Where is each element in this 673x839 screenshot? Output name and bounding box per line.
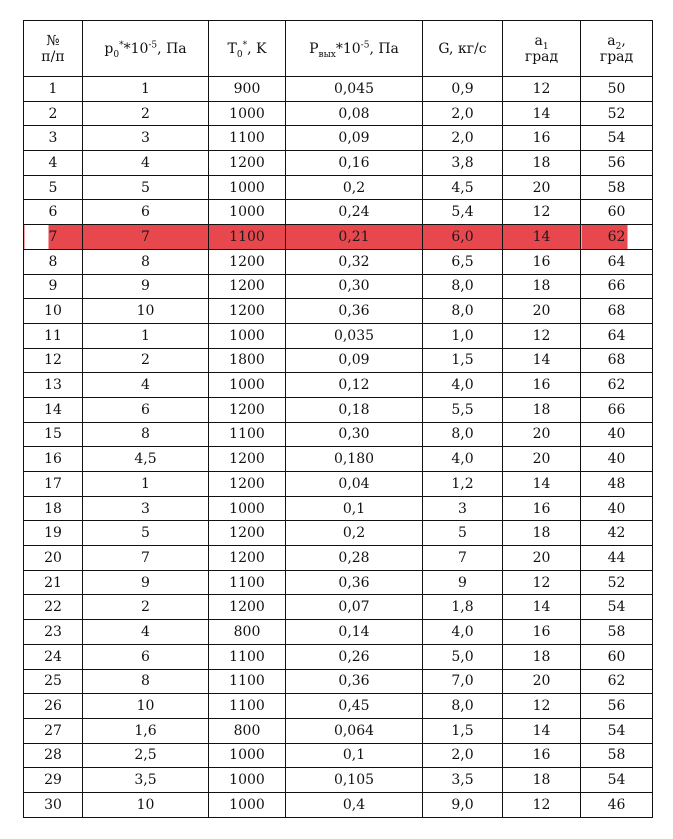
cell-g: 4,5 <box>423 175 503 200</box>
cell-number: 2 <box>24 101 83 126</box>
header-pout-sub: вых <box>318 49 336 60</box>
header-a1-symbol-line <box>503 32 580 52</box>
cell-a2: 58 <box>581 620 653 645</box>
cell-p0: 3 <box>83 496 209 521</box>
table-row <box>24 792 653 817</box>
cell-t0: 1800 <box>209 348 286 373</box>
table-row <box>24 151 653 176</box>
table-row <box>24 274 653 299</box>
cell-a2: 50 <box>581 77 653 102</box>
variants-table-container <box>23 20 653 818</box>
cell-number: 8 <box>24 249 83 274</box>
table-row <box>24 299 653 324</box>
cell-pout: 0,04 <box>286 472 423 497</box>
cell-number: 14 <box>24 397 83 422</box>
cell-a1: 14 <box>503 595 581 620</box>
cell-a2: 40 <box>581 422 653 447</box>
cell-number: 6 <box>24 200 83 225</box>
cell-a1: 14 <box>503 225 581 250</box>
header-a1-main: a <box>534 32 543 49</box>
table-row <box>24 570 653 595</box>
cell-t0: 1200 <box>209 274 286 299</box>
cell-pout: 0,36 <box>286 299 423 324</box>
cell-t0: 1000 <box>209 496 286 521</box>
cell-number: 7 <box>24 225 83 250</box>
cell-a2: 52 <box>581 101 653 126</box>
cell-a1: 16 <box>503 373 581 398</box>
header-t0-sub: 0 <box>236 49 243 60</box>
cell-p0: 1 <box>83 323 209 348</box>
cell-a2: 66 <box>581 397 653 422</box>
cell-p0: 8 <box>83 669 209 694</box>
table-row <box>24 397 653 422</box>
cell-pout: 0,24 <box>286 200 423 225</box>
cell-t0: 1100 <box>209 669 286 694</box>
cell-pout: 0,30 <box>286 422 423 447</box>
cell-a2: 40 <box>581 496 653 521</box>
cell-p0: 7 <box>83 546 209 571</box>
cell-a1: 12 <box>503 200 581 225</box>
cell-a1: 20 <box>503 546 581 571</box>
cell-g: 2,0 <box>423 743 503 768</box>
cell-number: 4 <box>24 151 83 176</box>
header-t0 <box>209 21 286 77</box>
cell-p0: 6 <box>83 397 209 422</box>
cell-pout: 0,45 <box>286 694 423 719</box>
cell-a1: 18 <box>503 274 581 299</box>
cell-g: 9 <box>423 570 503 595</box>
cell-pout: 0,21 <box>286 225 423 250</box>
header-a2-main: a <box>607 32 616 49</box>
table-row <box>24 472 653 497</box>
header-row <box>24 21 653 77</box>
table-body <box>24 77 653 818</box>
header-pout-unit: , Па <box>369 40 399 57</box>
cell-g: 4,0 <box>423 620 503 645</box>
cell-a1: 18 <box>503 397 581 422</box>
table-row <box>24 77 653 102</box>
cell-pout: 0,30 <box>286 274 423 299</box>
cell-a1: 20 <box>503 299 581 324</box>
cell-number: 20 <box>24 546 83 571</box>
cell-a1: 14 <box>503 472 581 497</box>
cell-g: 4,0 <box>423 447 503 472</box>
table-row <box>24 126 653 151</box>
cell-a2: 68 <box>581 299 653 324</box>
cell-number: 1 <box>24 77 83 102</box>
cell-number: 22 <box>24 595 83 620</box>
cell-p0: 7 <box>83 225 209 250</box>
cell-a2: 52 <box>581 570 653 595</box>
cell-p0: 6 <box>83 644 209 669</box>
cell-t0: 1000 <box>209 175 286 200</box>
cell-p0: 4 <box>83 620 209 645</box>
header-a2 <box>581 21 653 77</box>
cell-g: 4,0 <box>423 373 503 398</box>
header-t0-main: T <box>227 40 237 57</box>
table-row <box>24 620 653 645</box>
cell-t0: 1000 <box>209 323 286 348</box>
cell-number: 18 <box>24 496 83 521</box>
table-row <box>24 101 653 126</box>
cell-g: 8,0 <box>423 694 503 719</box>
cell-pout: 0,4 <box>286 792 423 817</box>
cell-a2: 58 <box>581 743 653 768</box>
header-number <box>24 21 83 77</box>
cell-g: 1,5 <box>423 718 503 743</box>
cell-number: 3 <box>24 126 83 151</box>
cell-number: 11 <box>24 323 83 348</box>
cell-g: 7,0 <box>423 669 503 694</box>
header-a2-comma: , <box>621 32 626 49</box>
cell-a2: 56 <box>581 151 653 176</box>
cell-a1: 16 <box>503 743 581 768</box>
table-row <box>24 447 653 472</box>
cell-a2: 46 <box>581 792 653 817</box>
cell-g: 0,9 <box>423 77 503 102</box>
table-row <box>24 348 653 373</box>
cell-t0: 1000 <box>209 768 286 793</box>
table-row <box>24 595 653 620</box>
cell-a1: 12 <box>503 694 581 719</box>
cell-t0: 1000 <box>209 792 286 817</box>
cell-g: 5,5 <box>423 397 503 422</box>
cell-t0: 1200 <box>209 595 286 620</box>
cell-g: 1,0 <box>423 323 503 348</box>
cell-g: 2,0 <box>423 101 503 126</box>
header-a2-symbol-line <box>581 32 652 52</box>
cell-g: 1,8 <box>423 595 503 620</box>
header-pout-exp: -5 <box>360 39 370 50</box>
cell-p0: 2 <box>83 595 209 620</box>
cell-p0: 3,5 <box>83 768 209 793</box>
cell-a2: 64 <box>581 323 653 348</box>
cell-p0: 10 <box>83 694 209 719</box>
table-row-highlighted <box>24 225 653 250</box>
cell-a2: 60 <box>581 644 653 669</box>
header-g-label: G, кг/с <box>438 40 487 57</box>
cell-a1: 20 <box>503 175 581 200</box>
cell-t0: 1200 <box>209 521 286 546</box>
cell-a2: 44 <box>581 546 653 571</box>
cell-g: 8,0 <box>423 422 503 447</box>
cell-pout: 0,07 <box>286 595 423 620</box>
table-row <box>24 694 653 719</box>
cell-t0: 1000 <box>209 373 286 398</box>
cell-p0: 5 <box>83 521 209 546</box>
header-p0 <box>83 21 209 77</box>
cell-pout: 0,08 <box>286 101 423 126</box>
cell-pout: 0,105 <box>286 768 423 793</box>
cell-number: 26 <box>24 694 83 719</box>
cell-g: 5 <box>423 521 503 546</box>
cell-pout: 0,18 <box>286 397 423 422</box>
table-row <box>24 496 653 521</box>
table-header <box>24 21 653 77</box>
cell-t0: 1100 <box>209 570 286 595</box>
header-a2-sub: 2 <box>615 41 622 52</box>
header-a2-unit: град <box>599 48 634 65</box>
cell-number: 15 <box>24 422 83 447</box>
cell-g: 3,5 <box>423 768 503 793</box>
cell-t0: 1000 <box>209 101 286 126</box>
header-a1-sub: 1 <box>542 41 549 52</box>
table-row <box>24 521 653 546</box>
variants-table <box>23 20 653 818</box>
cell-p0: 3 <box>83 126 209 151</box>
cell-p0: 10 <box>83 299 209 324</box>
cell-p0: 2 <box>83 348 209 373</box>
cell-g: 6,0 <box>423 225 503 250</box>
table-row <box>24 249 653 274</box>
cell-a1: 14 <box>503 101 581 126</box>
table-row <box>24 200 653 225</box>
cell-p0: 8 <box>83 422 209 447</box>
cell-p0: 2 <box>83 101 209 126</box>
cell-pout: 0,14 <box>286 620 423 645</box>
table-row <box>24 669 653 694</box>
cell-a1: 18 <box>503 644 581 669</box>
cell-a2: 56 <box>581 694 653 719</box>
cell-number: 5 <box>24 175 83 200</box>
cell-a2: 54 <box>581 595 653 620</box>
cell-pout: 0,26 <box>286 644 423 669</box>
table-row <box>24 323 653 348</box>
table-row <box>24 175 653 200</box>
cell-a1: 18 <box>503 521 581 546</box>
cell-g: 3,8 <box>423 151 503 176</box>
cell-p0: 5 <box>83 175 209 200</box>
cell-number: 23 <box>24 620 83 645</box>
cell-g: 1,2 <box>423 472 503 497</box>
cell-p0: 6 <box>83 200 209 225</box>
cell-number: 10 <box>24 299 83 324</box>
cell-p0: 1,6 <box>83 718 209 743</box>
header-t0-unit: , K <box>247 40 267 57</box>
cell-p0: 4 <box>83 151 209 176</box>
cell-number: 13 <box>24 373 83 398</box>
cell-pout: 0,36 <box>286 570 423 595</box>
cell-a2: 40 <box>581 447 653 472</box>
cell-g: 5,4 <box>423 200 503 225</box>
cell-a2: 54 <box>581 718 653 743</box>
table-row <box>24 768 653 793</box>
cell-g: 9,0 <box>423 792 503 817</box>
cell-a1: 14 <box>503 718 581 743</box>
header-a1 <box>503 21 581 77</box>
cell-a1: 16 <box>503 620 581 645</box>
cell-p0: 4 <box>83 373 209 398</box>
header-p0-sub: 0 <box>113 49 120 60</box>
cell-pout: 0,035 <box>286 323 423 348</box>
table-row <box>24 644 653 669</box>
cell-a2: 62 <box>581 373 653 398</box>
cell-t0: 1100 <box>209 126 286 151</box>
header-pout <box>286 21 423 77</box>
cell-t0: 1000 <box>209 743 286 768</box>
cell-t0: 1100 <box>209 225 286 250</box>
cell-pout: 0,1 <box>286 743 423 768</box>
table-row <box>24 546 653 571</box>
cell-a1: 12 <box>503 323 581 348</box>
cell-pout: 0,180 <box>286 447 423 472</box>
cell-number: 12 <box>24 348 83 373</box>
cell-t0: 1200 <box>209 472 286 497</box>
cell-p0: 10 <box>83 792 209 817</box>
header-p0-rest: *10 <box>123 40 149 57</box>
header-p0-exp: -5 <box>148 39 158 50</box>
cell-a1: 16 <box>503 126 581 151</box>
cell-number: 9 <box>24 274 83 299</box>
table-row <box>24 743 653 768</box>
cell-a2: 64 <box>581 249 653 274</box>
cell-t0: 1100 <box>209 422 286 447</box>
header-number-line2: п/п <box>41 48 65 65</box>
cell-g: 2,0 <box>423 126 503 151</box>
cell-pout: 0,28 <box>286 546 423 571</box>
cell-pout: 0,045 <box>286 77 423 102</box>
cell-t0: 1200 <box>209 546 286 571</box>
cell-a2: 62 <box>581 225 653 250</box>
cell-a2: 68 <box>581 348 653 373</box>
cell-a2: 58 <box>581 175 653 200</box>
cell-t0: 1000 <box>209 200 286 225</box>
header-p0-unit: , Па <box>157 40 187 57</box>
header-g <box>423 21 503 77</box>
header-a1-unit: град <box>524 48 559 65</box>
cell-p0: 8 <box>83 249 209 274</box>
cell-a1: 20 <box>503 422 581 447</box>
table-row <box>24 422 653 447</box>
header-pout-main: P <box>309 40 319 57</box>
cell-t0: 1100 <box>209 644 286 669</box>
cell-a1: 20 <box>503 669 581 694</box>
cell-t0: 1200 <box>209 397 286 422</box>
header-p0-main: p <box>104 40 114 57</box>
cell-g: 5,0 <box>423 644 503 669</box>
cell-pout: 0,32 <box>286 249 423 274</box>
cell-pout: 0,09 <box>286 126 423 151</box>
cell-number: 16 <box>24 447 83 472</box>
cell-pout: 0,064 <box>286 718 423 743</box>
cell-p0: 1 <box>83 77 209 102</box>
cell-g: 8,0 <box>423 274 503 299</box>
cell-g: 1,5 <box>423 348 503 373</box>
cell-p0: 2,5 <box>83 743 209 768</box>
cell-a1: 12 <box>503 792 581 817</box>
cell-t0: 1200 <box>209 249 286 274</box>
table-row <box>24 718 653 743</box>
cell-pout: 0,2 <box>286 521 423 546</box>
cell-p0: 1 <box>83 472 209 497</box>
header-number-line1: № <box>46 32 60 49</box>
table-row <box>24 373 653 398</box>
cell-g: 7 <box>423 546 503 571</box>
cell-pout: 0,2 <box>286 175 423 200</box>
cell-t0: 900 <box>209 77 286 102</box>
cell-number: 25 <box>24 669 83 694</box>
cell-g: 8,0 <box>423 299 503 324</box>
cell-a1: 16 <box>503 496 581 521</box>
cell-t0: 1200 <box>209 151 286 176</box>
cell-a2: 66 <box>581 274 653 299</box>
cell-number: 24 <box>24 644 83 669</box>
cell-a2: 60 <box>581 200 653 225</box>
cell-t0: 1100 <box>209 694 286 719</box>
cell-p0: 9 <box>83 570 209 595</box>
header-p0-sup: * <box>119 39 124 50</box>
cell-p0: 4,5 <box>83 447 209 472</box>
cell-a1: 16 <box>503 249 581 274</box>
cell-number: 27 <box>24 718 83 743</box>
header-t0-sup: * <box>242 39 248 50</box>
cell-number: 30 <box>24 792 83 817</box>
cell-number: 19 <box>24 521 83 546</box>
cell-number: 28 <box>24 743 83 768</box>
cell-a1: 18 <box>503 151 581 176</box>
cell-number: 17 <box>24 472 83 497</box>
header-pout-rest: *10 <box>335 40 361 57</box>
cell-pout: 0,16 <box>286 151 423 176</box>
cell-number: 29 <box>24 768 83 793</box>
cell-a1: 14 <box>503 348 581 373</box>
cell-pout: 0,36 <box>286 669 423 694</box>
cell-g: 3 <box>423 496 503 521</box>
cell-t0: 1200 <box>209 447 286 472</box>
cell-pout: 0,1 <box>286 496 423 521</box>
cell-t0: 800 <box>209 620 286 645</box>
cell-t0: 800 <box>209 718 286 743</box>
cell-a1: 12 <box>503 570 581 595</box>
cell-a1: 12 <box>503 77 581 102</box>
cell-pout: 0,12 <box>286 373 423 398</box>
cell-pout: 0,09 <box>286 348 423 373</box>
cell-a2: 62 <box>581 669 653 694</box>
cell-p0: 9 <box>83 274 209 299</box>
cell-number: 21 <box>24 570 83 595</box>
cell-t0: 1200 <box>209 299 286 324</box>
cell-a1: 18 <box>503 768 581 793</box>
cell-a2: 54 <box>581 768 653 793</box>
cell-a2: 54 <box>581 126 653 151</box>
cell-a1: 20 <box>503 447 581 472</box>
cell-g: 6,5 <box>423 249 503 274</box>
cell-a2: 42 <box>581 521 653 546</box>
cell-a2: 48 <box>581 472 653 497</box>
